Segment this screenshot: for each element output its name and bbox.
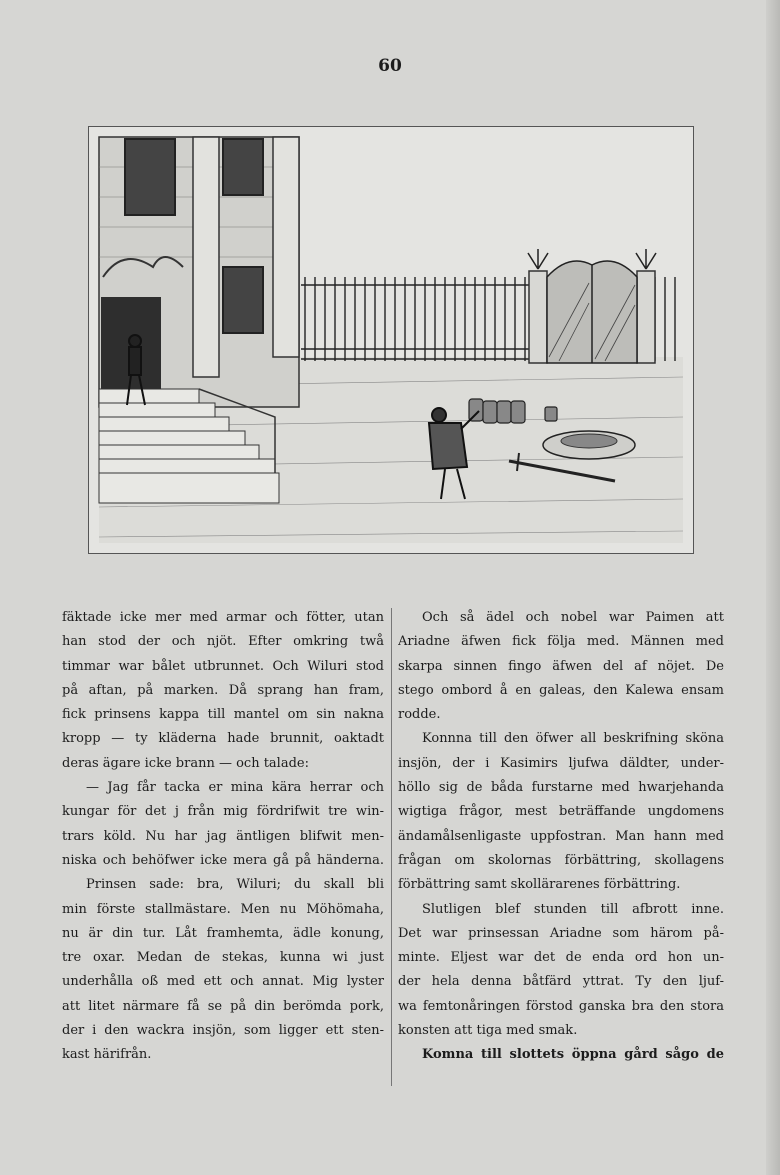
column-divider [391, 608, 392, 1086]
text-line: Och så ädel och nobel war Paimen att [422, 610, 724, 625]
text-line: konsten att tiga med smak. [398, 1023, 578, 1039]
text-line: ändamålsenligaste uppfostran. Man hann med [398, 828, 724, 844]
text-line: han stod der och njöt. Efter omkring twå [62, 634, 384, 650]
text-line: fäktade icke mer med armar och fötter, utan [62, 610, 384, 625]
text-line: der i den wackra insjön, som ligger ett sten- [62, 1023, 384, 1039]
text-line: underhålla oß med ett och annat. Mig lyster [62, 974, 384, 990]
text-line: fick prinsens kappa till mantel om sin nakna [62, 707, 384, 723]
text-line: Prinsen sade: bra, Wiluri; du skall bli [86, 877, 384, 893]
engraving-illustration [88, 126, 694, 554]
text-line: på aftan, på marken. Då sprang han fram, [62, 682, 384, 698]
text-line: Det war prinsessan Ariadne som härom på- [398, 925, 724, 941]
text-line: min förste stallmästare. Men nu Möhömaha, [62, 901, 384, 917]
text-line: tre oxar. Medan de stekas, kunna wi just [62, 950, 384, 966]
text-line: kast härifrån. [62, 1047, 152, 1063]
text-line: Konnna till den öfwer all beskrifning sköna [422, 731, 724, 747]
text-line: minte. Eljest war det de enda ord hon un- [398, 950, 724, 966]
text-line: timmar war bålet utbrunnet. Och Wiluri stod [62, 658, 384, 674]
text-line: insjön, der i Kasimirs ljufwa däldter, under- [398, 755, 724, 771]
text-line: kungar för det j från mig fördrifwit tre win- [62, 804, 384, 820]
text-column-left [62, 606, 384, 1068]
text-line: niska och behöfwer icke mera gå på händerna. [62, 852, 384, 868]
text-line: frågan om skolornas förbättring, skollagens [398, 852, 724, 868]
text-line: trars köld. Nu har jag äntligen blifwit men- [62, 828, 384, 844]
text-line: stego ombord å en galeas, den Kalewa ensam [398, 682, 724, 698]
engraving-courtyard-icon [89, 127, 693, 553]
text-line: Komna till slottets öppna gård sågo de [422, 1047, 724, 1063]
text-line: att litet närmare få se på din berömda pork, [62, 998, 384, 1014]
page-edge [766, 0, 780, 1175]
text-line: höllo sig de båda furstarne med hwarjehanda [398, 780, 724, 796]
text-line: Ariadne äfwen fick följa med. Männen med [398, 634, 724, 650]
text-line: skarpa sinnen fingo äfwen del af nöjet. De [398, 658, 724, 674]
text-line: nu är din tur. Låt framhemta, ädle konung, [62, 925, 384, 941]
text-line: kropp — ty kläderna hade brunnit, oaktadt [62, 731, 384, 747]
page-number: 60 [378, 56, 402, 76]
text-line: Slutligen blef stunden till afbrott inne. [422, 901, 724, 917]
text-column-right [398, 606, 724, 1068]
text-line: — Jag får tacka er mina kära herrar och [86, 780, 384, 796]
text-line: der hela denna båtfärd yttrat. Ty den ljuf- [398, 974, 724, 990]
text-line: rodde. [398, 707, 441, 723]
text-line: deras ägare icke brann — och talade: [62, 755, 309, 771]
text-line: wa femtonåringen förstod ganska bra den stora [398, 998, 724, 1014]
text-line: förbättring samt skollärarenes förbättring. [398, 877, 681, 893]
text-line: wigtiga frågor, mest beträffande ungdomens [398, 804, 724, 820]
